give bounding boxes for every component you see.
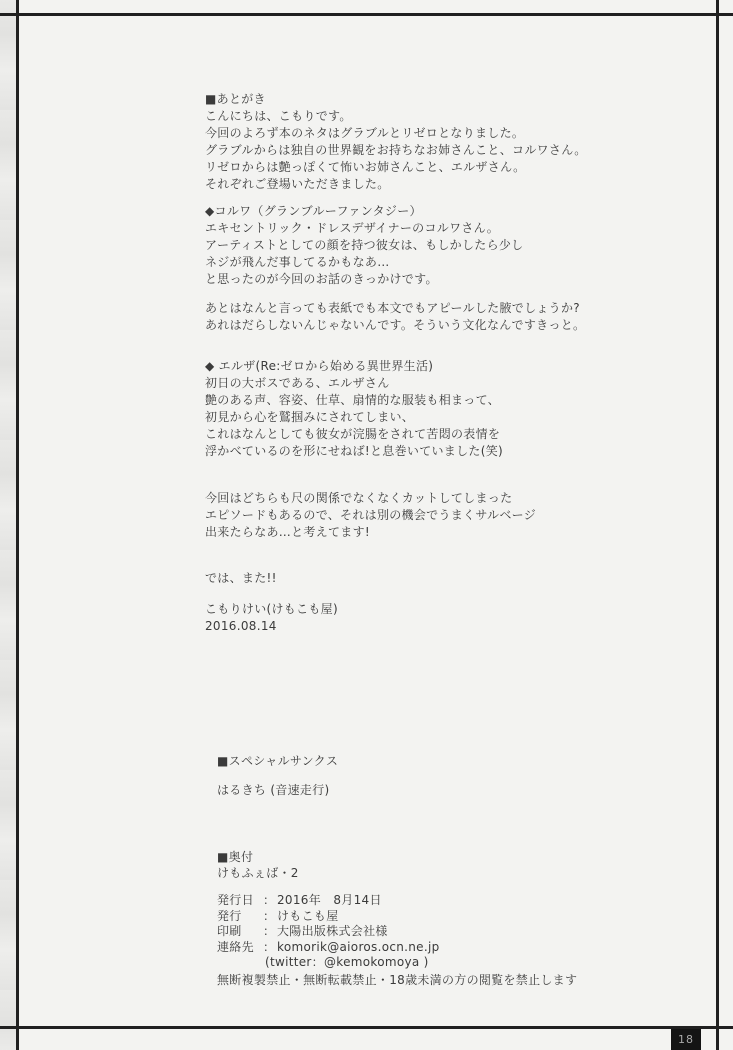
trim-mark-vertical-right — [716, 0, 719, 1050]
afterword-section — [205, 91, 587, 193]
afterword-line: グラブルからは独自の世界観をお持ちなお姉さんこと、コルワさん。 — [205, 143, 587, 157]
colophon-separator: ： — [263, 924, 276, 938]
book-title: けもふぇば・2 — [217, 866, 299, 880]
special-thanks-section — [217, 753, 338, 799]
colophon-separator: ： — [263, 893, 276, 907]
afterword-line: 今回のよろず本のネタはグラブルとリゼロとなりました。 — [205, 126, 525, 140]
signoff-section — [205, 601, 338, 635]
colophon-row — [217, 940, 577, 956]
trim-mark-horizontal-bottom — [0, 1026, 733, 1029]
colophon-value: けもこも屋 — [277, 908, 339, 923]
twitter-handle: (twitter：@kemokomoya ) — [265, 955, 429, 969]
farewell-line — [205, 570, 277, 587]
afterword-heading: ■あとがき — [205, 92, 266, 106]
page-number-tab — [671, 1029, 701, 1050]
elsa-line: これはなんとしても彼女が浣腸をされて苦悶の表情を — [205, 427, 501, 441]
page-number: 18 — [678, 1033, 694, 1046]
special-thanks-name: はるきち (音速走行) — [217, 783, 330, 797]
special-thanks-heading: ■スペシャルサンクス — [217, 754, 339, 768]
colophon-label: 発行 — [217, 908, 242, 923]
korwa-section — [205, 203, 585, 334]
colophon-separator: ： — [263, 939, 276, 954]
colophon-value: 大陽出版株式会社様 — [277, 924, 388, 938]
signoff-date: 2016.08.14 — [205, 619, 277, 633]
elsa-heading: ◆ エルザ(Re:ゼロから始める異世界生活) — [205, 359, 434, 373]
colophon-value: komorik@aioros.ocn.ne.jp — [277, 939, 440, 954]
korwa-line: エキセントリック・ドレスデザイナーのコルワさん。 — [205, 221, 500, 235]
closing-line: 今回はどちらも尺の関係でなくなくカットしてしまった — [205, 491, 513, 505]
colophon-section — [217, 849, 577, 988]
colophon-row — [217, 893, 577, 909]
afterword-line: こんにちは、こもりです。 — [205, 109, 352, 123]
scan-edge-shadow — [0, 0, 16, 1050]
elsa-line: 初日の大ボスである、エルザさん — [205, 376, 390, 390]
elsa-line: 艶のある声、容姿、仕草、扇情的な服装も相まって、 — [205, 393, 500, 407]
farewell-text: では、また!! — [205, 571, 277, 585]
closing-section — [205, 490, 536, 541]
trim-mark-vertical-left — [16, 0, 19, 1050]
colophon-rows — [217, 893, 577, 955]
elsa-section — [205, 358, 503, 460]
trim-mark-horizontal-top — [0, 13, 733, 16]
colophon-heading: ■奥付 — [217, 850, 254, 864]
korwa-line: ネジが飛んだ事してるかもなあ… — [205, 255, 390, 269]
korwa-line: あとはなんと言っても表紙でも本文でもアピールした腋でしょうか? — [205, 301, 580, 315]
colophon-separator: ： — [263, 908, 276, 923]
colophon-row — [217, 924, 577, 940]
elsa-line: 浮かべているのを形にせねば!と息巻いていました(笑) — [205, 444, 503, 458]
closing-line: 出来たらなあ…と考えてます! — [205, 525, 371, 539]
korwa-line: あれはだらしないんじゃないんです。そういう文化なんですきっと。 — [205, 318, 586, 332]
colophon-label: 連絡先 — [217, 939, 254, 954]
copyright-notice: 無断複製禁止・無断転載禁止・18歳未満の方の閲覧を禁止します — [217, 972, 578, 987]
closing-line: エピソードもあるので、それは別の機会でうまくサルベージ — [205, 508, 537, 522]
afterword-line: リゼロからは艶っぽくて怖いお姉さんこと、エルザさん。 — [205, 160, 526, 174]
elsa-line: 初見から心を鷲掴みにされてしまい、 — [205, 410, 415, 424]
colophon-value: 2016年 8月14日 — [277, 893, 382, 907]
author-credit: こもりけい(けもこも屋) — [205, 602, 338, 616]
colophon-label: 発行日 — [217, 893, 254, 907]
korwa-heading: ◆コルワ（グランブルーファンタジー） — [205, 204, 422, 218]
afterword-line: それぞれご登場いただきました。 — [205, 177, 390, 191]
korwa-line: と思ったのが今回のお話のきっかけです。 — [205, 272, 438, 286]
korwa-line: アーティストとしての顔を持つ彼女は、もしかしたら少し — [205, 238, 524, 252]
colophon-row — [217, 909, 577, 925]
colophon-label: 印刷 — [217, 924, 242, 938]
